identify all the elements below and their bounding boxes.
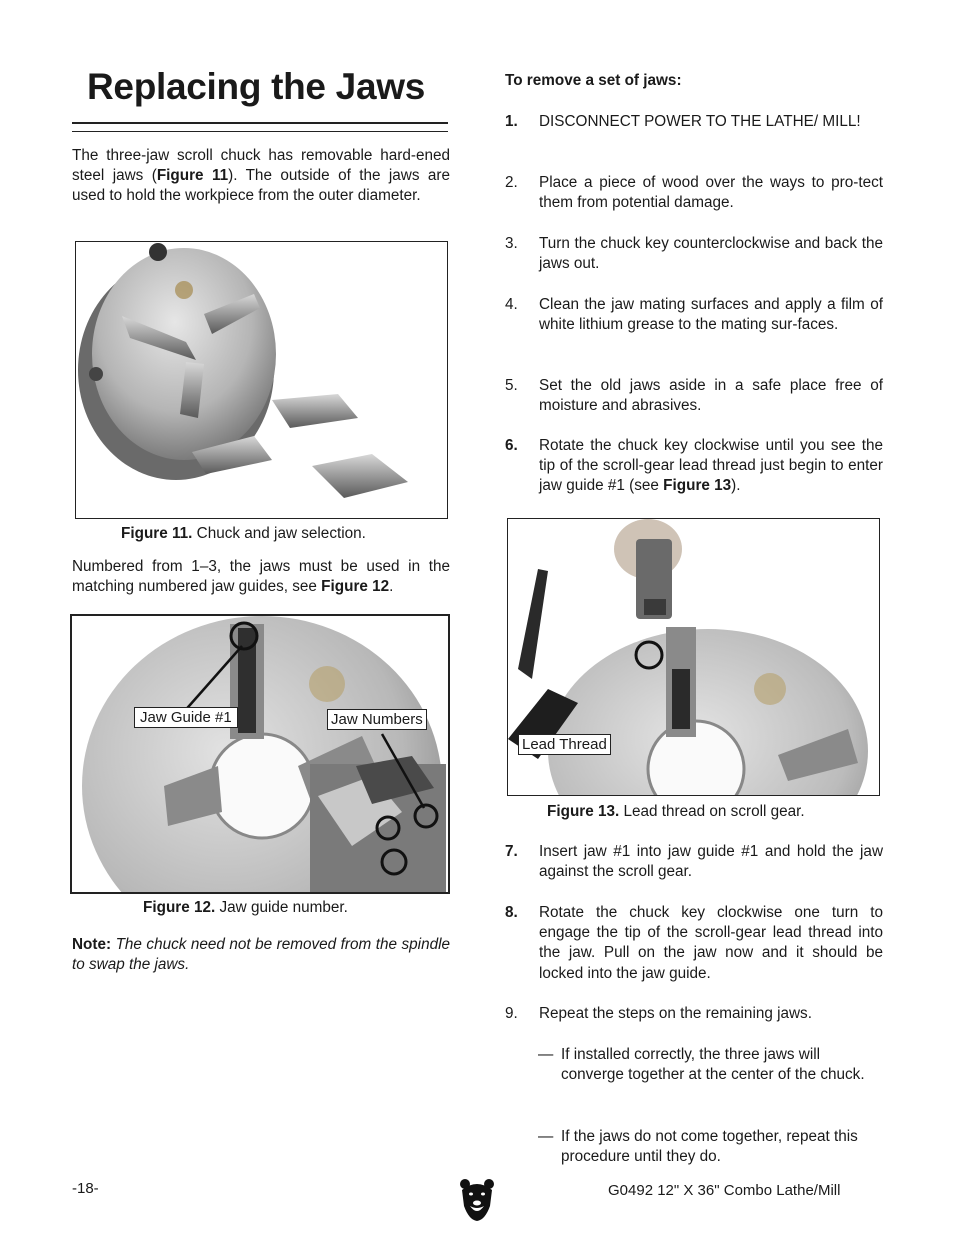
intro-text-a: The three-jaw scroll chuck has removable hard-ened steel jaws ( xyxy=(72,147,450,185)
step-9 xyxy=(505,1004,883,1024)
figure-12-ref: Figure 12 xyxy=(321,578,390,596)
figure-11-image xyxy=(75,241,448,519)
step-text: Rotate the chuck key clockwise one turn to engage the tip of the scroll-gear lead thread into the jaw. Pull on the jaw now and it should be locked into the jaw guide. xyxy=(539,904,883,982)
step-text: Repeat the steps on the remaining jaws. xyxy=(539,1005,812,1022)
callout-lead-thread: Lead Thread xyxy=(518,734,611,755)
step-text: Clean the jaw mating surfaces and apply a film of white lithium grease to the mating sur-faces. xyxy=(539,296,883,334)
step-number: 7. xyxy=(505,843,518,860)
step-7 xyxy=(505,842,883,882)
step-text-b: ). xyxy=(731,477,741,495)
step-text: Place a piece of wood over the ways to pro-tect them from potential damage. xyxy=(539,174,883,212)
step-number: 3. xyxy=(505,235,518,252)
figure-13-ref: Figure 13 xyxy=(663,477,732,495)
figure-13-image xyxy=(507,518,880,796)
note-paragraph xyxy=(72,935,450,975)
figure-11-caption xyxy=(121,525,366,543)
note-label: Note: xyxy=(72,936,112,953)
figure-12-caption xyxy=(143,899,348,917)
intro-paragraph xyxy=(72,146,450,207)
callout-jaw-numbers: Jaw Numbers xyxy=(327,709,427,730)
numbered-paragraph xyxy=(72,557,450,597)
result-note-text: If installed correctly, the three jaws will converge together at the center of the chuck. xyxy=(561,1046,865,1084)
figure-12-image xyxy=(70,614,450,894)
result-note-text: If the jaws do not come together, repeat this procedure until they do. xyxy=(561,1128,858,1166)
step-3 xyxy=(505,234,883,274)
model-name: G0492 12" X 36" Combo Lathe/Mill xyxy=(608,1182,841,1199)
grizzly-bear-logo xyxy=(459,1176,495,1227)
figure-11-caption-text: Chuck and jaw selection. xyxy=(192,525,366,542)
figure-12-label: Figure 12. xyxy=(143,899,216,916)
figure-13-caption xyxy=(547,803,805,821)
page-number: -18- xyxy=(72,1180,99,1197)
step-text: Set the old jaws aside in a safe place free of moisture and abrasives. xyxy=(539,377,883,415)
callout-jaw-guide-1: Jaw Guide #1 xyxy=(134,707,238,728)
figure-13-label: Figure 13. xyxy=(547,803,620,820)
figure-12-caption-text: Jaw guide number. xyxy=(215,899,348,916)
step-2 xyxy=(505,173,883,213)
step-number: 5. xyxy=(505,377,518,394)
dash-mark: — xyxy=(538,1128,554,1145)
step-text-a: Rotate the chuck key clockwise until you see the tip of the scroll-gear lead thread just begin to enter jaw guide #1 (see xyxy=(539,437,883,495)
step-number: 1. xyxy=(505,113,518,130)
step-5 xyxy=(505,376,883,416)
title-rule-top xyxy=(72,122,448,124)
step-number: 2. xyxy=(505,174,518,191)
step-8 xyxy=(505,903,883,984)
title-rule-bottom xyxy=(72,131,448,132)
figure-11-label: Figure 11. xyxy=(121,525,193,542)
page-title: Replacing the Jaws xyxy=(87,66,425,107)
numbered-text-a: Numbered from 1–3, the jaws must be used in the matching numbered jaw guides, see xyxy=(72,558,450,596)
figure-13-caption-text: Lead thread on scroll gear. xyxy=(619,803,805,820)
step-number: 9. xyxy=(505,1005,518,1022)
step-number: 8. xyxy=(505,904,518,921)
step-text: DISCONNECT POWER TO THE LATHE/ MILL! xyxy=(539,113,861,130)
step-6 xyxy=(505,436,883,497)
procedure-heading: To remove a set of jaws: xyxy=(505,72,682,89)
result-note-2 xyxy=(538,1127,883,1167)
step-1 xyxy=(505,112,883,132)
dash-mark: — xyxy=(538,1046,554,1063)
step-number: 4. xyxy=(505,296,518,313)
step-4 xyxy=(505,295,883,335)
figure-11-ref: Figure 11 xyxy=(156,167,229,185)
step-text: Insert jaw #1 into jaw guide #1 and hold the jaw against the scroll gear. xyxy=(539,843,883,881)
intro-text-b: ). The outside of the jaws are used to hold the workpiece from the outer diameter. xyxy=(72,167,450,205)
result-note-1 xyxy=(538,1045,883,1085)
step-text: Turn the chuck key counterclockwise and back the jaws out. xyxy=(539,235,883,273)
step-number: 6. xyxy=(505,437,518,454)
note-text: The chuck need not be removed from the spindle to swap the jaws. xyxy=(72,936,450,974)
numbered-text-b: . xyxy=(389,578,394,596)
